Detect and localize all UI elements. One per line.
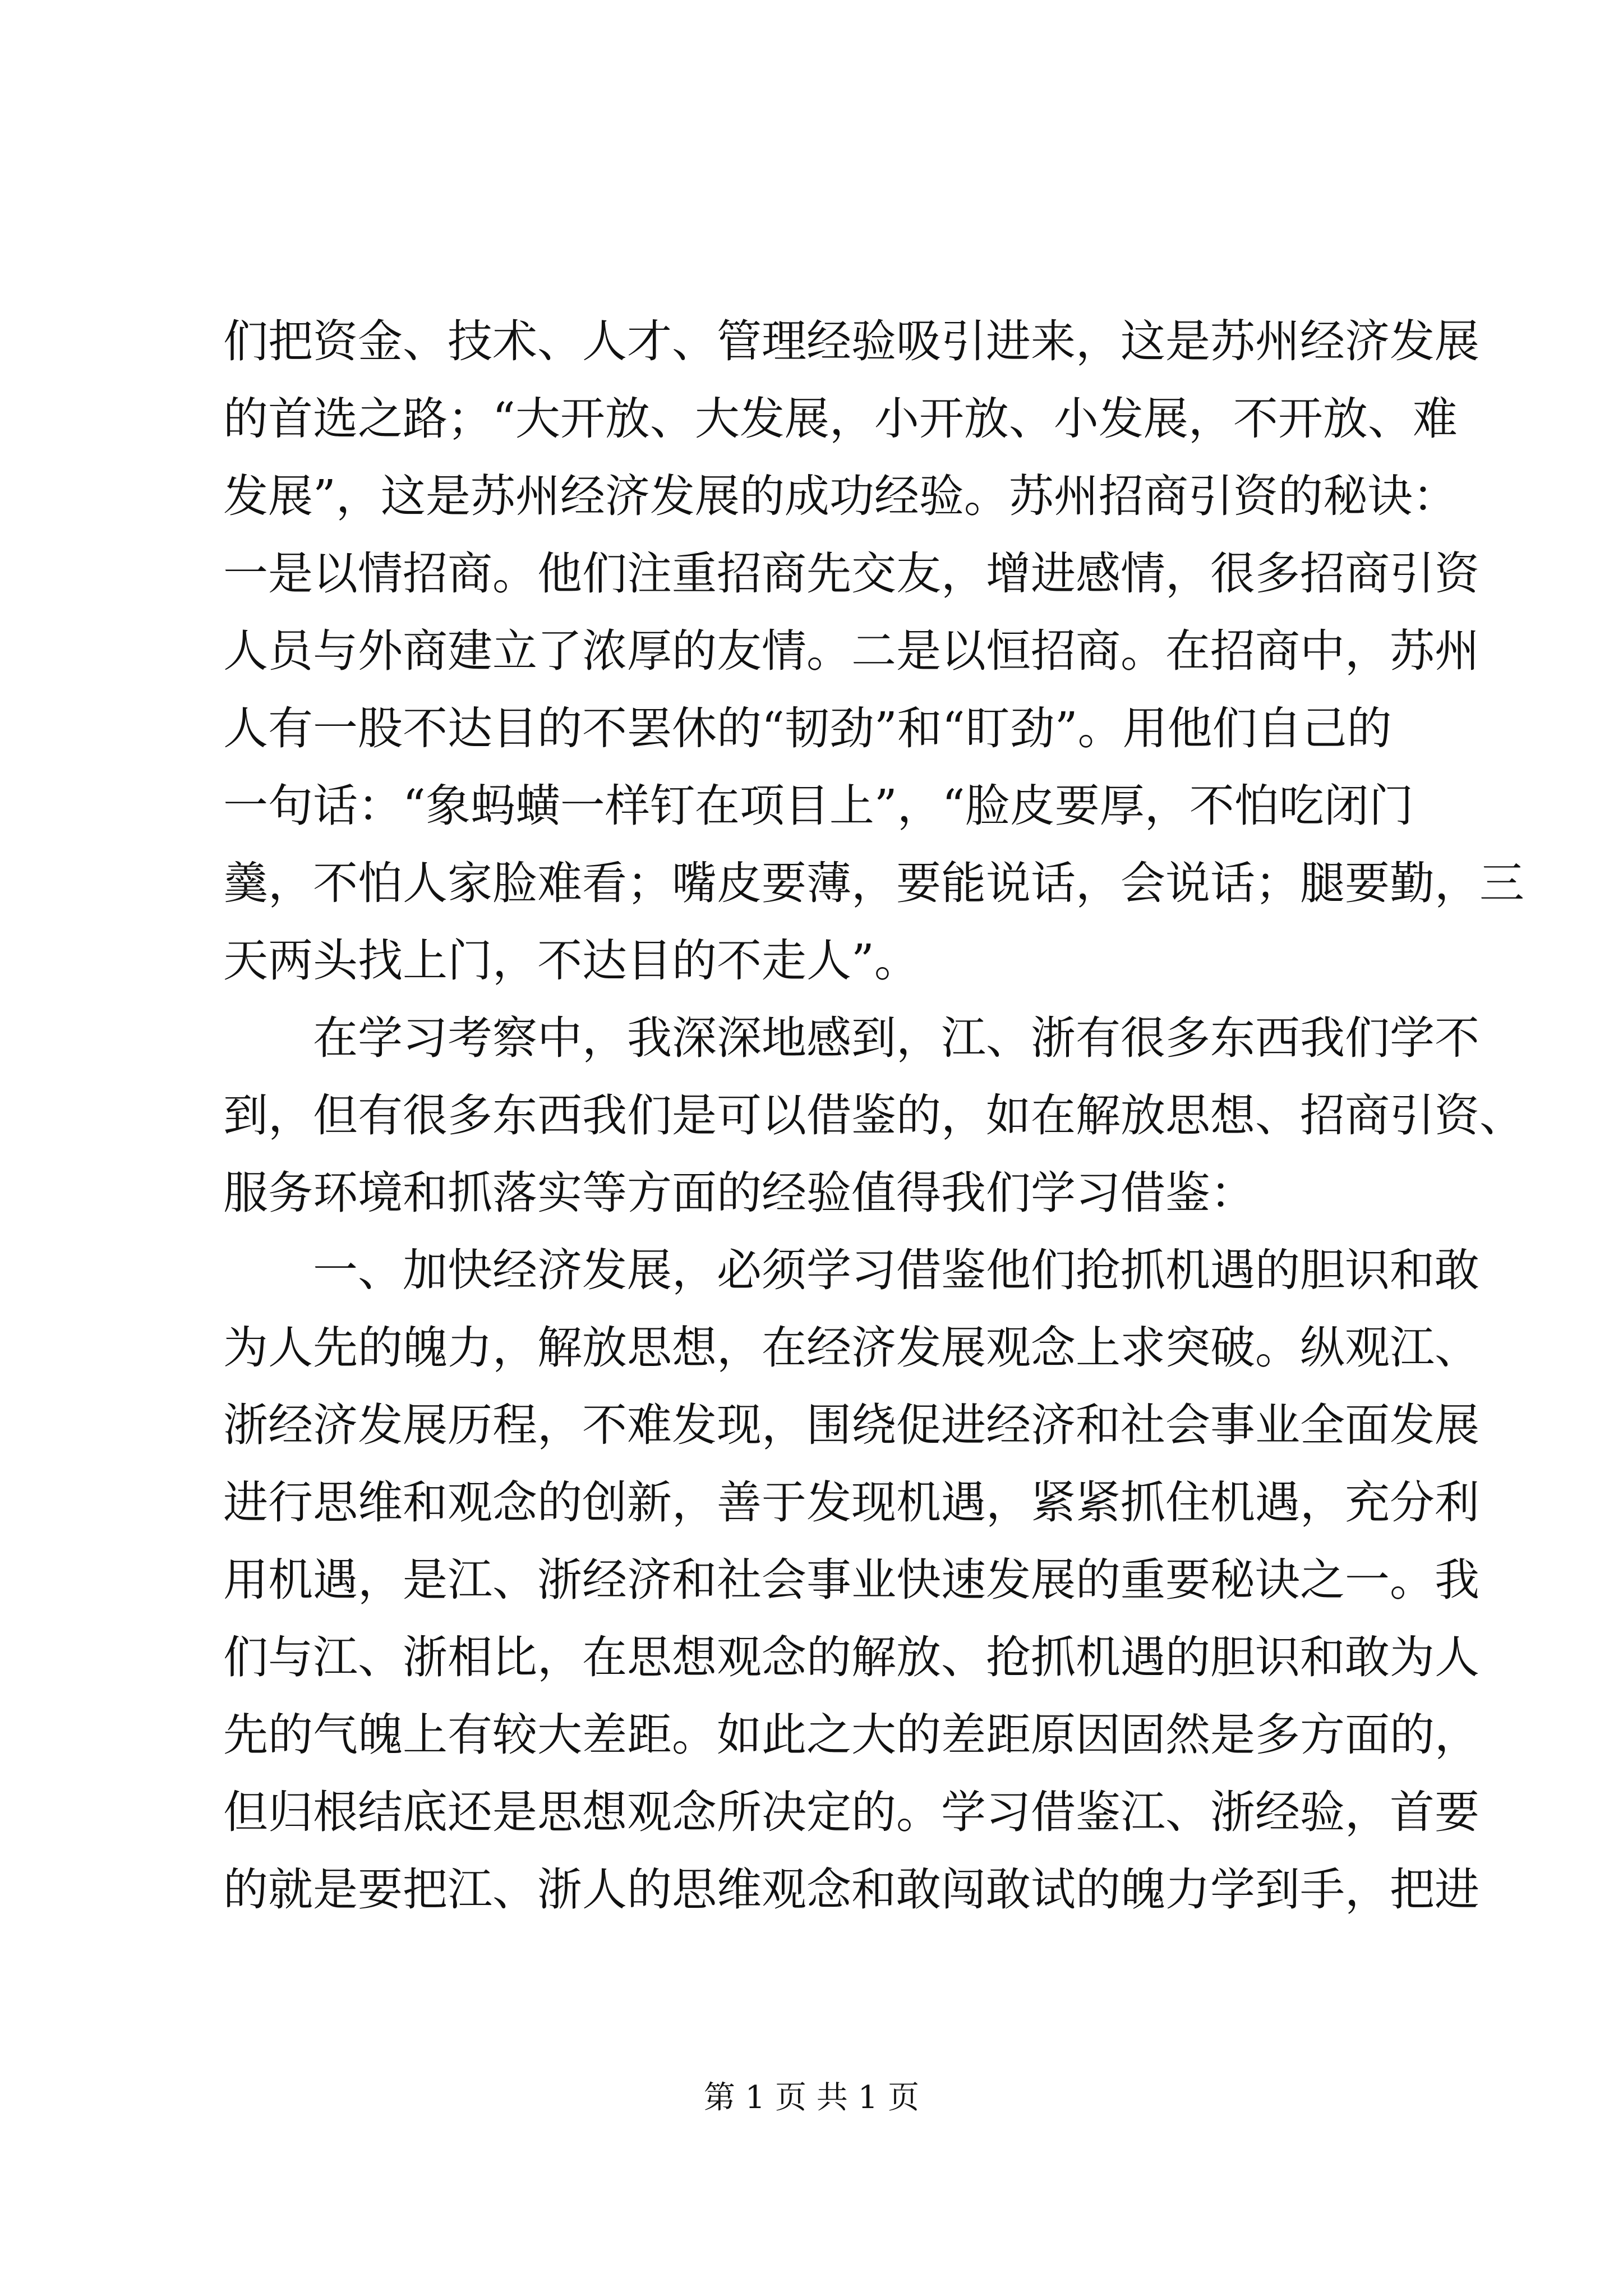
text-line: 到，但有很多东西我们是可以借鉴的，如在解放思想、招商引资、 — [223, 1089, 1524, 1142]
paragraph-start-line: 一、加快经济发展，必须学习借鉴他们抢抓机遇的胆识和敢 — [313, 1244, 1479, 1296]
text-line: 天两头找上门，不达目的不走人”。 — [223, 935, 919, 987]
paragraph-start-line: 在学习考察中，我深深地感到，江、浙有很多东西我们学不 — [313, 1012, 1479, 1064]
text-line: 先的气魄上有较大差距。如此之大的差距原因固然是多方面的， — [223, 1709, 1479, 1761]
text-line: 发展”，这是苏州经济发展的成功经验。苏州招商引资的秘诀： — [223, 470, 1458, 522]
text-line: 的首选之路；“大开放、大发展，小开放、小发展，不开放、难 — [223, 393, 1458, 445]
text-line: 们与江、浙相比，在思想观念的解放、抢抓机遇的胆识和敢为人 — [223, 1631, 1479, 1683]
text-line: 人有一股不达目的不罢休的“韧劲”和“盯劲”。用他们自己的 — [223, 702, 1392, 754]
text-line: 但归根结底还是思想观念所决定的。学习借鉴江、浙经验，首要 — [223, 1786, 1479, 1838]
text-line: 浙经济发展历程，不难发现，围绕促进经济和社会事业全面发展 — [223, 1399, 1479, 1451]
text-line: 们把资金、技术、人才、管理经验吸引进来，这是苏州经济发展 — [223, 315, 1479, 367]
text-line: 服务环境和抓落实等方面的经验值得我们学习借鉴： — [223, 1167, 1255, 1219]
text-line: 一句话：“象蚂蟥一样钉在项目上”，“脸皮要厚，不怕吃闭门 — [223, 780, 1414, 832]
text-line: 羹，不怕人家脸难看；嘴皮要薄，要能说话，会说话；腿要勤，三 — [223, 857, 1524, 909]
text-line: 的就是要把江、浙人的思维观念和敢闯敢试的魄力学到手，把进 — [223, 1864, 1479, 1916]
page-number-footer: 第 1 页 共 1 页 — [703, 2079, 920, 2116]
document-body — [223, 303, 1524, 1929]
text-line: 为人先的魄力，解放思想，在经济发展观念上求突破。纵观江、 — [223, 1322, 1479, 1374]
text-line: 用机遇，是江、浙经济和社会事业快速发展的重要秘诀之一。我 — [223, 1554, 1479, 1606]
text-line: 进行思维和观念的创新，善于发现机遇，紧紧抓住机遇，充分利 — [223, 1476, 1479, 1529]
text-line: 一是以情招商。他们注重招商先交友，增进感情，很多招商引资 — [223, 547, 1479, 600]
text-line: 人员与外商建立了浓厚的友情。二是以恒招商。在招商中，苏州 — [223, 625, 1479, 677]
